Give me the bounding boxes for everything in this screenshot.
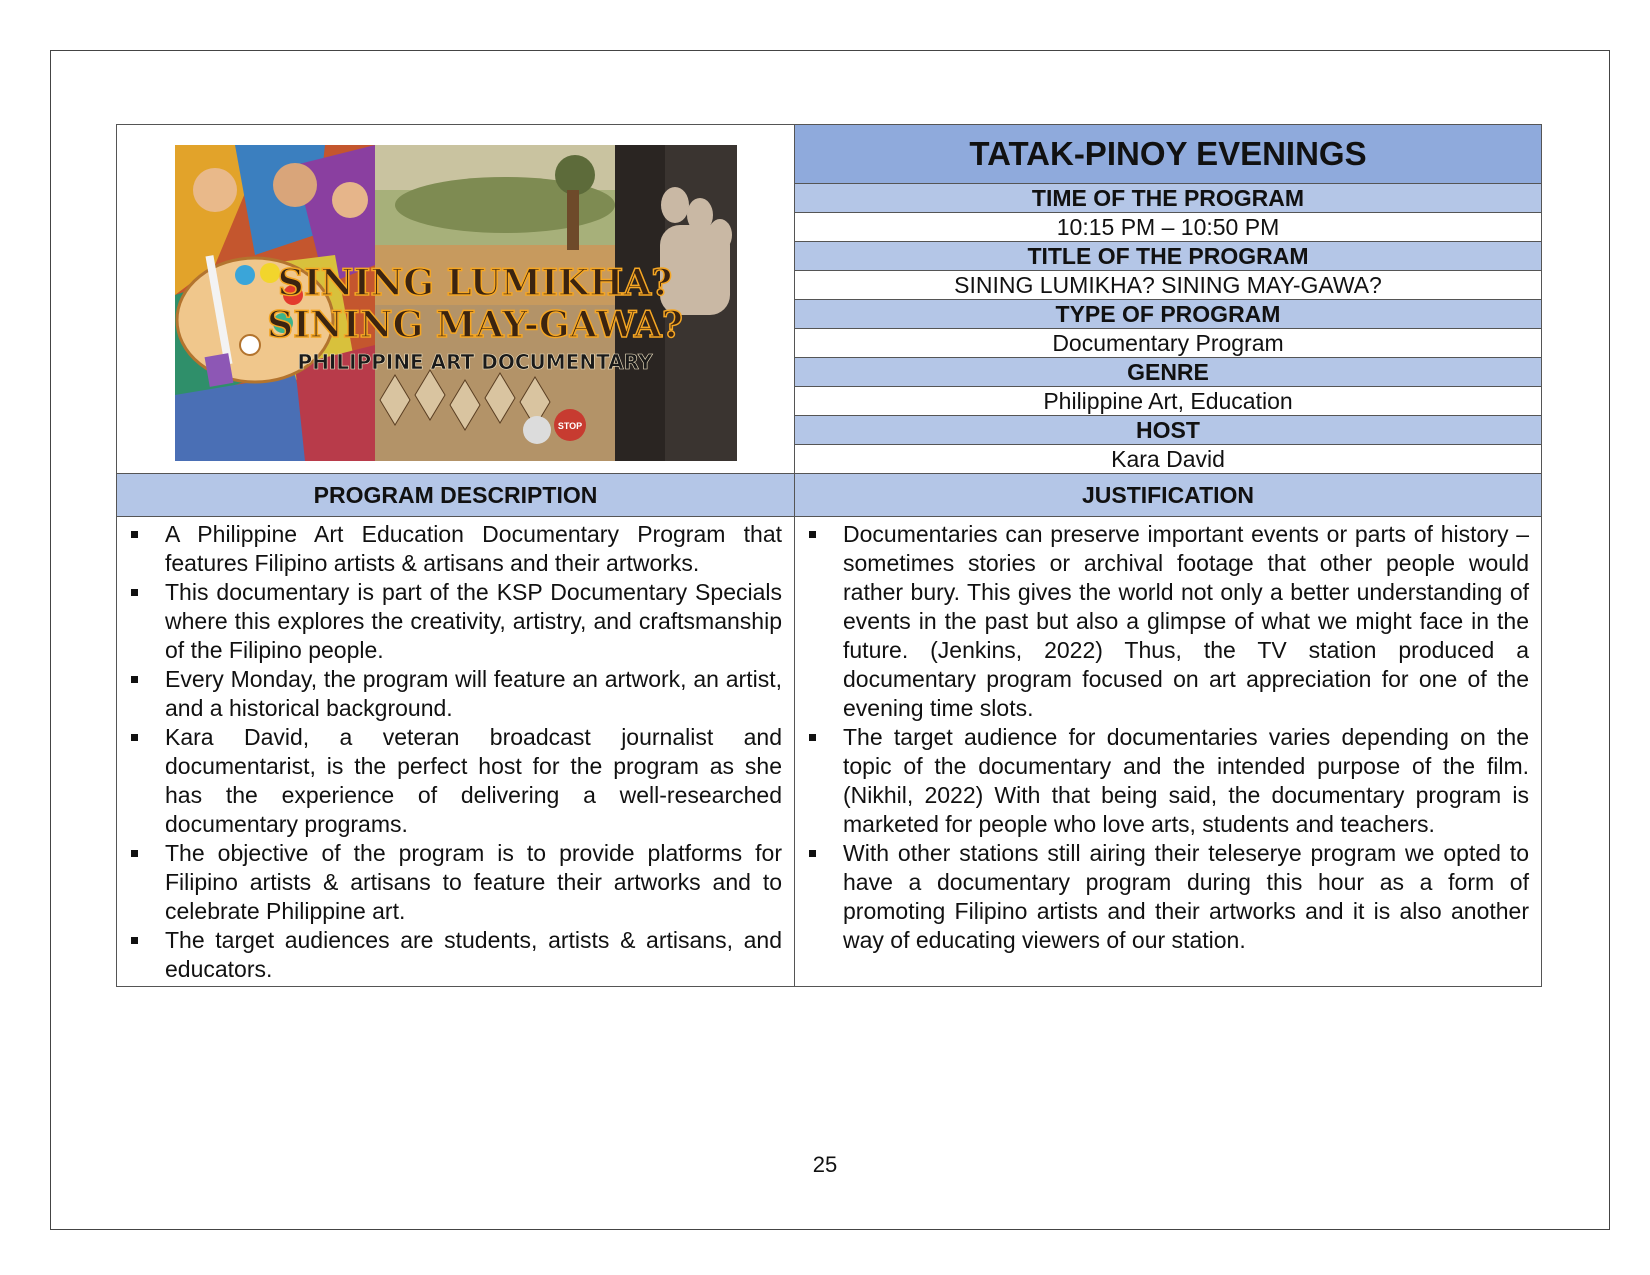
bullet-icon [809,734,816,741]
list-item: With other stations still airing their teleserye program we opted to have a documentary program during this hour as a form of promoting Filipino artists and their artworks and it is also another way of educating viewers of our station. [795,839,1529,955]
program-info-cell [795,125,1542,474]
justification-heading: JUSTIFICATION [795,474,1542,517]
description-cell [117,517,795,987]
list-item: A Philippine Art Education Documentary Program that features Filipino artists & artisans and their artworks. [117,520,782,578]
list-item: This documentary is part of the KSP Documentary Specials where this explores the creativity, artistry, and craftsmanship of the Filipino people. [117,578,782,665]
title-label: TITLE OF THE PROGRAM [795,242,1541,271]
type-value: Documentary Program [795,329,1541,358]
bullet-icon [131,589,138,596]
bullet-icon [809,850,816,857]
bullet-icon [131,734,138,741]
list-item: Documentaries can preserve important events or parts of history – sometimes stories or archival footage that other people would rather bury. This gives the world not only a better understanding of events in the past but also a glimpse of what we might face in the future. (Jenkins, 2022) Thus, the TV station produced a documentary program focused on art appreciation for one of the evening time slots. [795,520,1529,723]
svg-text:SINING MAY-GAWA?: SINING MAY-GAWA? [267,304,683,346]
list-item: Kara David, a veteran broadcast journalist and documentarist, is the perfect host for the program as she has the experience of delivering a well-researched documentary programs. [117,723,782,839]
svg-text:STOP: STOP [557,421,583,431]
list-item: The target audiences are students, artists & artisans, and educators. [117,926,782,984]
bullet-icon [131,531,138,538]
bullet-icon [809,531,816,538]
time-value: 10:15 PM – 10:50 PM [795,213,1541,242]
genre-value: Philippine Art, Education [795,387,1541,416]
type-label: TYPE OF PROGRAM [795,300,1541,329]
title-value: SINING LUMIKHA? SINING MAY-GAWA? [795,271,1541,300]
justification-list [795,517,1541,957]
list-item: Every Monday, the program will feature an artwork, an artist, and a historical background. [117,665,782,723]
page-number: 25 [812,1152,838,1177]
bullet-icon [131,850,138,857]
bullet-icon [131,676,138,683]
list-item: The target audience for documentaries varies depending on the topic of the documentary and the intended purpose of the film. (Nikhil, 2022) With that being said, the documentary program is marketed for people who love arts, students and teachers. [795,723,1529,839]
description-list [117,517,794,986]
host-value: Kara David [1111,446,1225,472]
program-info-table [795,125,1541,473]
bullet-icon [131,937,138,944]
justification-cell [795,517,1542,987]
svg-text:PHILIPPINE ART DOCUMENTARY: PHILIPPINE ART DOCUMENTARY [297,350,653,374]
program-block-title: TATAK-PINOY EVENINGS [795,125,1541,184]
svg-text:SINING LUMIKHA?: SINING LUMIKHA? [277,262,673,304]
time-label: TIME OF THE PROGRAM [795,184,1541,213]
host-label: HOST [795,416,1541,445]
program-table [116,124,1542,987]
genre-label: GENRE [795,358,1541,387]
poster-cell [117,125,795,474]
description-heading: PROGRAM DESCRIPTION [117,474,795,517]
list-item: The objective of the program is to provide platforms for Filipino artists & artisans to feature their artworks and to celebrate Philippine art. [117,839,782,926]
program-poster-image [175,145,737,461]
